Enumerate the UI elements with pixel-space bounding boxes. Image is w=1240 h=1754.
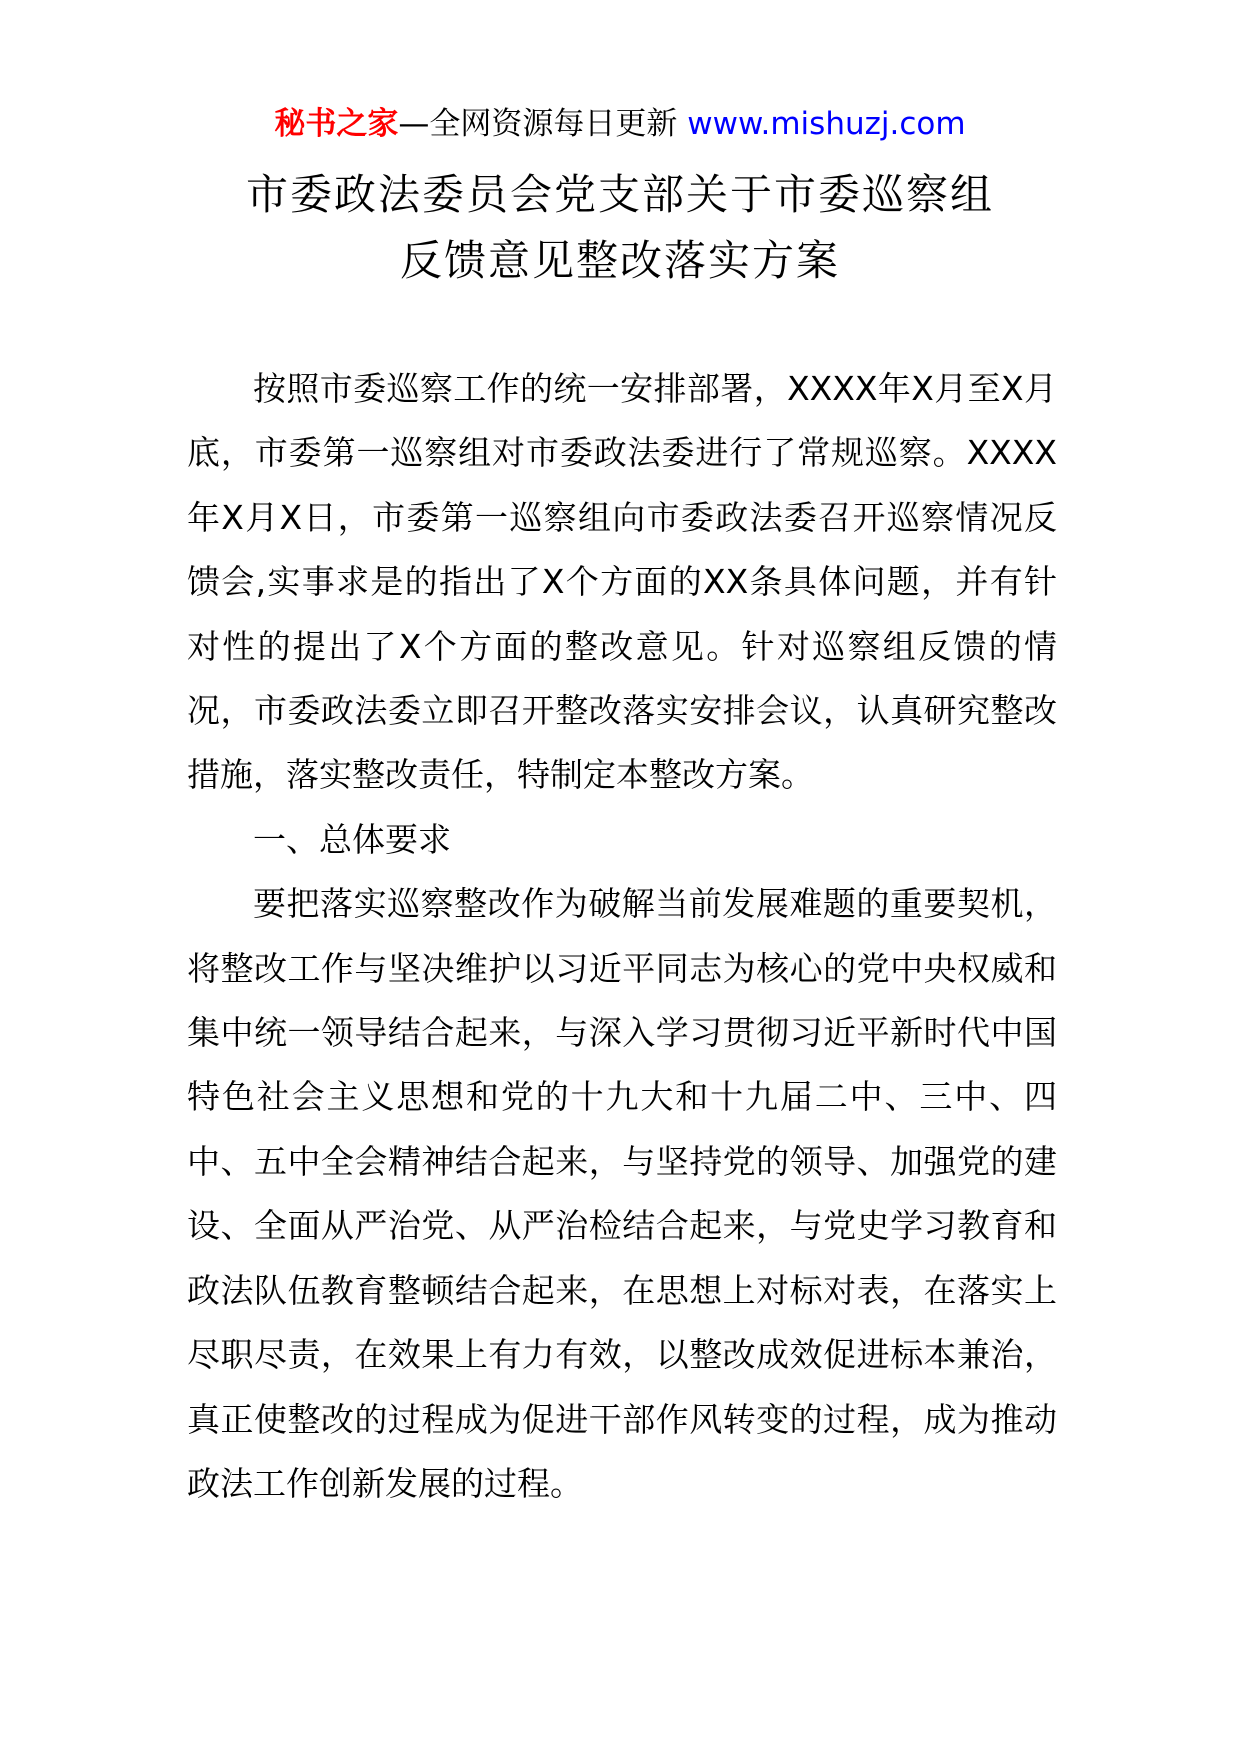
document-title <box>0 162 1240 294</box>
intro-paragraph: 按照市委巡察工作的统一安排部署，XXXX年X月至X月底，市委第一巡察组对市委政法委进行了常规巡察。XXXX年X月X日，市委第一巡察组向市委政法委召开巡察情况反馈会,实事求是的指出了X个方面的XX条具体问题，并有针对性的提出了X个方面的整改意见。针对巡察组反馈的情况，市委政法委立即召开整改落实安排会议，认真研究整改措施，落实整改责任，特制定本整改方案。 <box>187 369 1057 795</box>
banner-tagline: —全网资源每日更新 <box>398 106 678 142</box>
title-line-2: 反馈意见整改落实方案 <box>399 236 840 285</box>
brand-name: 秘书之家 <box>274 106 399 142</box>
document-body <box>187 357 1057 1516</box>
requirements-paragraph: 要把落实巡察整改作为破解当前发展难题的重要契机，将整改工作与坚决维护以习近平同志为核心的党中央权威和集中统一领导结合起来，与深入学习贯彻习近平新时代中国特色社会主义思想和党的十九大和十九届二中、三中、四中、五中全会精神结合起来，与坚持党的领导、加强党的建设、全面从严治党、从严治检结合起来，与党史学习教育和政法队伍教育整顿结合起来，在思想上对标对表，在落实上尽职尽责，在效果上有力有效，以整改成效促进标本兼治，真正使整改的过程成为促进干部作风转变的过程，成为推动政法工作创新发展的过程。 <box>187 884 1057 1503</box>
section-heading-general-requirements: 一、总体要求 <box>253 819 451 859</box>
site-banner <box>0 102 1240 146</box>
title-line-1: 市委政法委员会党支部关于市委巡察组 <box>245 170 994 219</box>
site-url-link[interactable]: www.mishuzj.com <box>687 106 966 142</box>
